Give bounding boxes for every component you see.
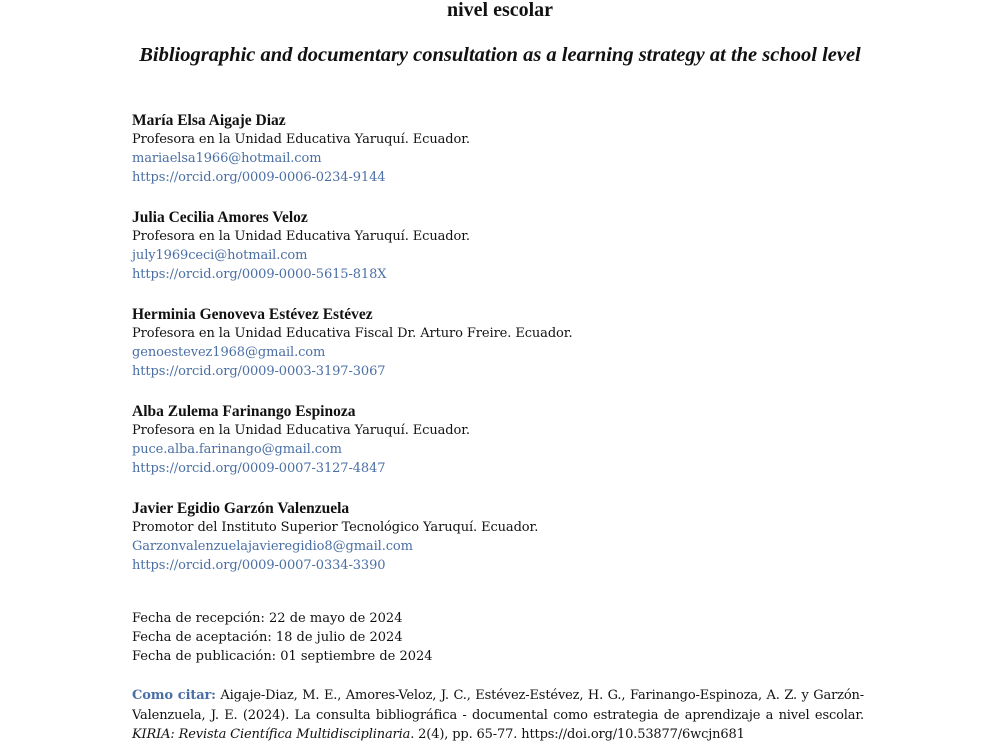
author-email-link[interactable]: puce.alba.farinango@gmail.com [132,442,342,457]
author-name: María Elsa Aigaje Diaz [132,112,286,129]
author-block [132,111,872,187]
author-orcid-link[interactable]: https://orcid.org/0009-0000-5615-818X [132,267,387,282]
author-affiliation: Profesora en la Unidad Educativa Fiscal Dr. Arturo Freire. Ecuador. [132,326,573,341]
author-list [132,111,872,596]
author-email-link[interactable]: genoestevez1968@gmail.com [132,345,326,360]
author-email-link[interactable]: july1969ceci@hotmail.com [132,248,308,263]
author-email-link[interactable]: Garzonvalenzuelajavieregidio8@gmail.com [132,539,413,554]
author-orcid-link[interactable]: https://orcid.org/0009-0007-3127-4847 [132,461,386,476]
author-name: Herminia Genoveva Estévez Estévez [132,306,373,323]
citation-label: Como citar: [132,688,216,703]
publication-dates [132,609,872,666]
author-affiliation: Profesora en la Unidad Educativa Yaruquí. Ecuador. [132,423,470,438]
author-affiliation: Profesora en la Unidad Educativa Yaruquí. Ecuador. [132,132,470,147]
author-name: Julia Cecilia Amores Veloz [132,209,308,226]
citation-text: Aigaje-Diaz, M. E., Amores-Veloz, J. C., Estévez-Estévez, H. G., Farinango-Espinoza, A. Z. y Garzón-Valenzuela, J. E. (2024). La consulta bibliográfica - documental como estrategia de aprendizaje a nivel escolar. [132,688,865,723]
title-english: Bibliographic and documentary consultation as a learning strategy at the school level [139,44,861,66]
author-name: Javier Egidio Garzón Valenzuela [132,500,350,517]
author-block [132,499,872,575]
citation-text-tail[interactable]: . 2(4), pp. 65-77. https://doi.org/10.53877/6wcjn681 [410,727,745,742]
author-name: Alba Zulema Farinango Espinoza [132,403,356,420]
date-published: Fecha de publicación: 01 septiembre de 2024 [132,649,433,664]
citation-journal: KIRIA: Revista Científica Multidisciplinaria [132,727,411,742]
author-block [132,208,872,284]
date-accepted: Fecha de aceptación: 18 de julio de 2024 [132,630,403,645]
author-affiliation: Promotor del Instituto Superior Tecnológico Yaruquí. Ecuador. [132,520,539,535]
author-orcid-link[interactable]: https://orcid.org/0009-0006-0234-9144 [132,170,386,185]
title-spanish-tail: nivel escolar [446,0,554,21]
author-orcid-link[interactable]: https://orcid.org/0009-0007-0334-3390 [132,558,386,573]
author-block [132,305,872,381]
author-block [132,402,872,478]
author-affiliation: Profesora en la Unidad Educativa Yaruquí. Ecuador. [132,229,470,244]
author-email-link[interactable]: mariaelsa1966@hotmail.com [132,151,322,166]
citation-block [132,686,864,745]
date-received: Fecha de recepción: 22 de mayo de 2024 [132,611,403,626]
author-orcid-link[interactable]: https://orcid.org/0009-0003-3197-3067 [132,364,386,379]
